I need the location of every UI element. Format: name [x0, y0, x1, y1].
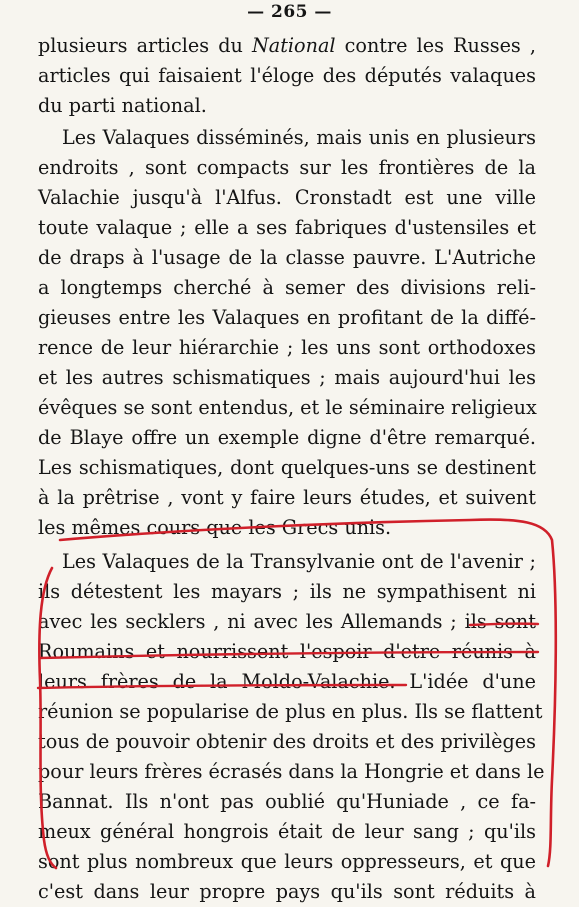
text-line: réunion se popularise de plus en plus. Ils se flattent [38, 700, 543, 723]
page-number: — 265 — [247, 2, 332, 22]
text-line: sont plus nombreux que leurs oppresseurs, et que [38, 850, 536, 873]
text-line: pour leurs frères écrasés dans la Hongrie et dans le [38, 760, 545, 783]
text-line: articles qui faisaient l'éloge des députés valaques [38, 64, 536, 87]
text-line: endroits , sont compacts sur les frontières de la [38, 156, 536, 179]
text-line: Les schismatiques, dont quelques-uns se destinent [38, 456, 536, 479]
text-line: Les Valaques de la Transylvanie ont de l'avenir ; [62, 550, 536, 573]
text-line: du parti national. [38, 94, 207, 117]
text-line: plusieurs articles du National contre les Russes , [38, 34, 536, 57]
text-line: et les autres schismatiques ; mais aujourd'hui les [38, 366, 536, 389]
italic-word: National [251, 34, 336, 57]
text-line: tous de pouvoir obtenir des droits et des privilèges [38, 730, 536, 753]
text-line: c'est dans leur propre pays qu'ils sont réduits à [38, 880, 536, 903]
text-line: ils détestent les mayars ; ils ne sympathisent ni [38, 580, 536, 603]
text-line: a longtemps cherché à semer des divisions reli- [38, 276, 536, 299]
text-line: rence de leur hiérarchie ; les uns sont orthodoxes [38, 336, 536, 359]
text-line: meux général hongrois était de leur sang ; qu'ils [38, 820, 536, 843]
text-line: Bannat. Ils n'ont pas oublié qu'Huniade , ce fa- [38, 790, 536, 813]
text-line: de Blaye offre un exemple digne d'être remarqué. [38, 426, 536, 449]
text-line: Les Valaques disséminés, mais unis en plusieurs [62, 126, 536, 149]
text-line: gieuses entre les Valaques en profitant de la diffé- [38, 306, 536, 329]
text-line: évêques se sont entendus, et le séminaire religieux [38, 396, 537, 419]
text-line: Valachie jusqu'à l'Alfus. Cronstadt est une ville [38, 186, 536, 209]
text-line: à la prêtrise , vont y faire leurs études, et suivent [38, 486, 536, 509]
text-line: les mêmes cours que les Grecs unis. [38, 516, 392, 539]
text-line: leurs frères de la Moldo-Valachie. L'idée d'une [38, 670, 536, 693]
text-line: de draps à l'usage de la classe pauvre. L'Autriche [38, 246, 536, 269]
text-line: Roumains et nourrissent l'espoir d'etre réunis à [38, 640, 536, 663]
text-line: avec les secklers , ni avec les Allemands ; ils sont [38, 610, 536, 633]
text-line: toute valaque ; elle a ses fabriques d'ustensiles et [38, 216, 536, 239]
